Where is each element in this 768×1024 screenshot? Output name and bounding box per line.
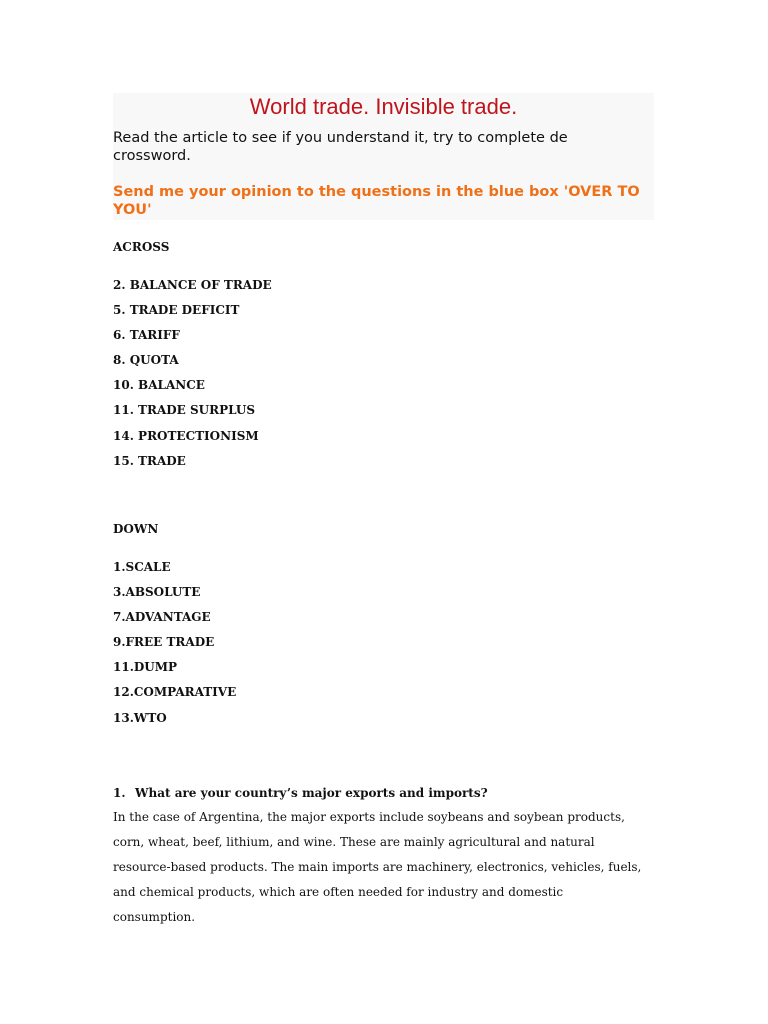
across-clue: 8. QUOTA (113, 353, 179, 368)
down-list (113, 559, 236, 735)
down-clue: 3.ABSOLUTE (113, 585, 201, 600)
across-clue: 6. TARIFF (113, 328, 180, 343)
across-heading: ACROSS (113, 240, 170, 254)
across-list (113, 277, 272, 478)
down-clue: 11.DUMP (113, 660, 178, 675)
down-clue: 13.WTO (113, 710, 167, 725)
across-clue: 15. TRADE (113, 453, 186, 468)
answer-1: In the case of Argentina, the major exports include soybeans and soybean products, corn, wheat, beef, lithium, and wine. These are mainly agricultural and natural resource-based products. The main imports are machinery, electronics, vehicles, fuels, and chemical products, which are often needed for industry and domestic consumption. (113, 810, 642, 924)
question-text: What are your country’s major exports and imports? (135, 786, 488, 800)
down-clue: 12.COMPARATIVE (113, 685, 237, 700)
down-clue: 7.ADVANTAGE (113, 610, 211, 625)
question-1 (113, 785, 488, 801)
down-clue: 1.SCALE (113, 560, 171, 574)
across-clue: 14. PROTECTIONISM (113, 428, 259, 443)
across-clue: 2. BALANCE OF TRADE (113, 278, 272, 292)
across-clue: 5. TRADE DEFICIT (113, 303, 240, 318)
down-clue: 9.FREE TRADE (113, 635, 215, 650)
across-clue: 11. TRADE SURPLUS (113, 403, 256, 418)
across-clue: 10. BALANCE (113, 378, 205, 393)
question-number: 1. (113, 786, 126, 800)
down-heading: DOWN (113, 522, 159, 536)
page-title: World trade. Invisible trade. (249, 94, 518, 119)
intro-text: Read the article to see if you understand it, try to complete de crossword. (113, 130, 568, 164)
opinion-request: Send me your opinion to the questions in the blue box 'OVER TO YOU' (113, 184, 640, 218)
